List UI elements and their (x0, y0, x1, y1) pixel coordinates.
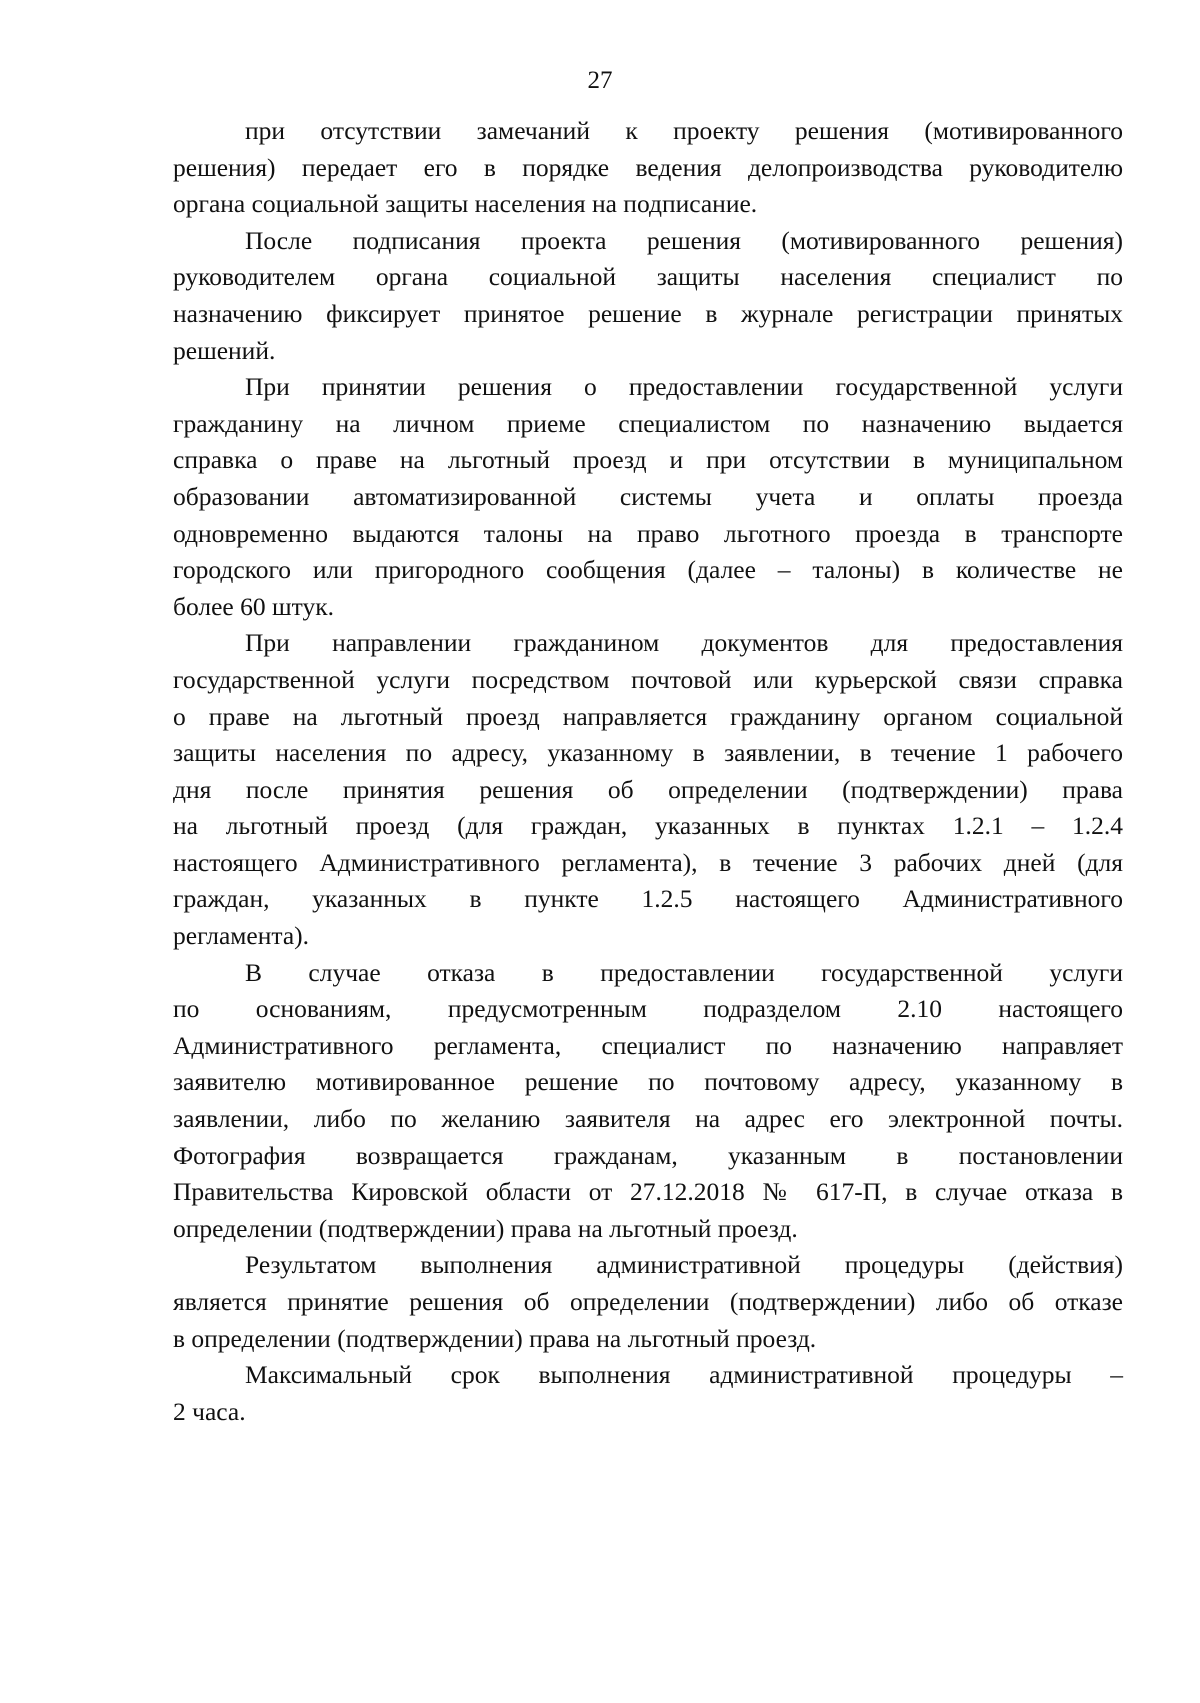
text-line: Результатом выполнения административной процедуры (действия) (245, 1250, 1123, 1280)
text-line: После подписания проекта решения (мотивированного решения) (245, 225, 1123, 255)
text-line: решения) передает его в порядке ведения делопроизводства руководителю (173, 152, 1123, 182)
text-line: по основаниям, предусмотренным подразделом 2.10 настоящего (173, 994, 1123, 1024)
text-line: при отсутствии замечаний к проекту решения (мотивированного (245, 116, 1123, 145)
paragraph (173, 625, 1123, 954)
text-line: настоящего Административного регламента), в течение 3 рабочих дней (для (173, 847, 1123, 877)
text-line: Фотография возвращается гражданам, указанным в постановлении (173, 1140, 1123, 1170)
page-number: 27 (587, 67, 613, 94)
text-line: 2 часа. (173, 1396, 246, 1426)
paragraph (173, 1357, 1123, 1430)
text-line: Максимальный срок выполнения административной процедуры – (245, 1360, 1123, 1390)
text-line: справка о праве на льготный проезд и при отсутствии в муниципальном (173, 445, 1123, 475)
text-line: одновременно выдаются талоны на право льготного проезда в транспорте (173, 518, 1123, 548)
text-line: руководителем органа социальной защиты населения специалист по (173, 262, 1123, 292)
text-line: регламента). (173, 921, 310, 951)
paragraph (173, 369, 1123, 625)
text-line: государственной услуги посредством почтовой или курьерской связи справка (173, 664, 1123, 694)
text-line: заявителю мотивированное решение по почтовому адресу, указанному в (173, 1067, 1123, 1097)
text-line: образовании автоматизированной системы учета и оплаты проезда (173, 481, 1123, 511)
text-line: дня после принятия решения об определении (подтверждении) права (173, 774, 1123, 804)
text-line: определении (подтверждении) права на льготный проезд. (173, 1213, 798, 1243)
text-line: решений. (173, 335, 276, 365)
text-line: заявлении, либо по желанию заявителя на адрес его электронной почты. (173, 1104, 1123, 1134)
text-line: органа социальной защиты населения на подписание. (173, 189, 758, 219)
text-line: При принятии решения о предоставлении государственной услуги (245, 372, 1123, 402)
paragraph (173, 223, 1123, 369)
text-line: на льготный проезд (для граждан, указанных в пунктах 1.2.1 – 1.2.4 (173, 811, 1123, 841)
text-line: городского или пригородного сообщения (далее – талоны) в количестве не (173, 555, 1123, 585)
text-line: При направлении гражданином документов для предоставления (245, 628, 1123, 658)
text-line: назначению фиксирует принятое решение в журнале регистрации принятых (173, 298, 1123, 328)
paragraph (173, 955, 1123, 1248)
text-line: граждан, указанных в пункте 1.2.5 настоящего Административного (173, 884, 1123, 914)
text-line: В случае отказа в предоставлении государственной услуги (245, 957, 1123, 987)
text-line: более 60 штук. (173, 591, 334, 621)
text-line: в определении (подтверждении) права на льготный проезд. (173, 1323, 817, 1353)
paragraph (173, 113, 1123, 223)
text-line: о праве на льготный проезд направляется гражданину органом социальной (173, 701, 1123, 731)
text-line: защиты населения по адресу, указанному в заявлении, в течение 1 рабочего (173, 738, 1123, 768)
text-line: Правительства Кировской области от 27.12.2018 № 617-П, в случае отказа в (173, 1177, 1123, 1207)
text-line: является принятие решения об определении (подтверждении) либо об отказе (173, 1287, 1123, 1316)
document-body (173, 113, 1123, 1430)
paragraph (173, 1247, 1123, 1357)
text-line: гражданину на личном приеме специалистом по назначению выдается (173, 408, 1123, 438)
text-line: Административного регламента, специалист по назначению направляет (173, 1030, 1123, 1060)
